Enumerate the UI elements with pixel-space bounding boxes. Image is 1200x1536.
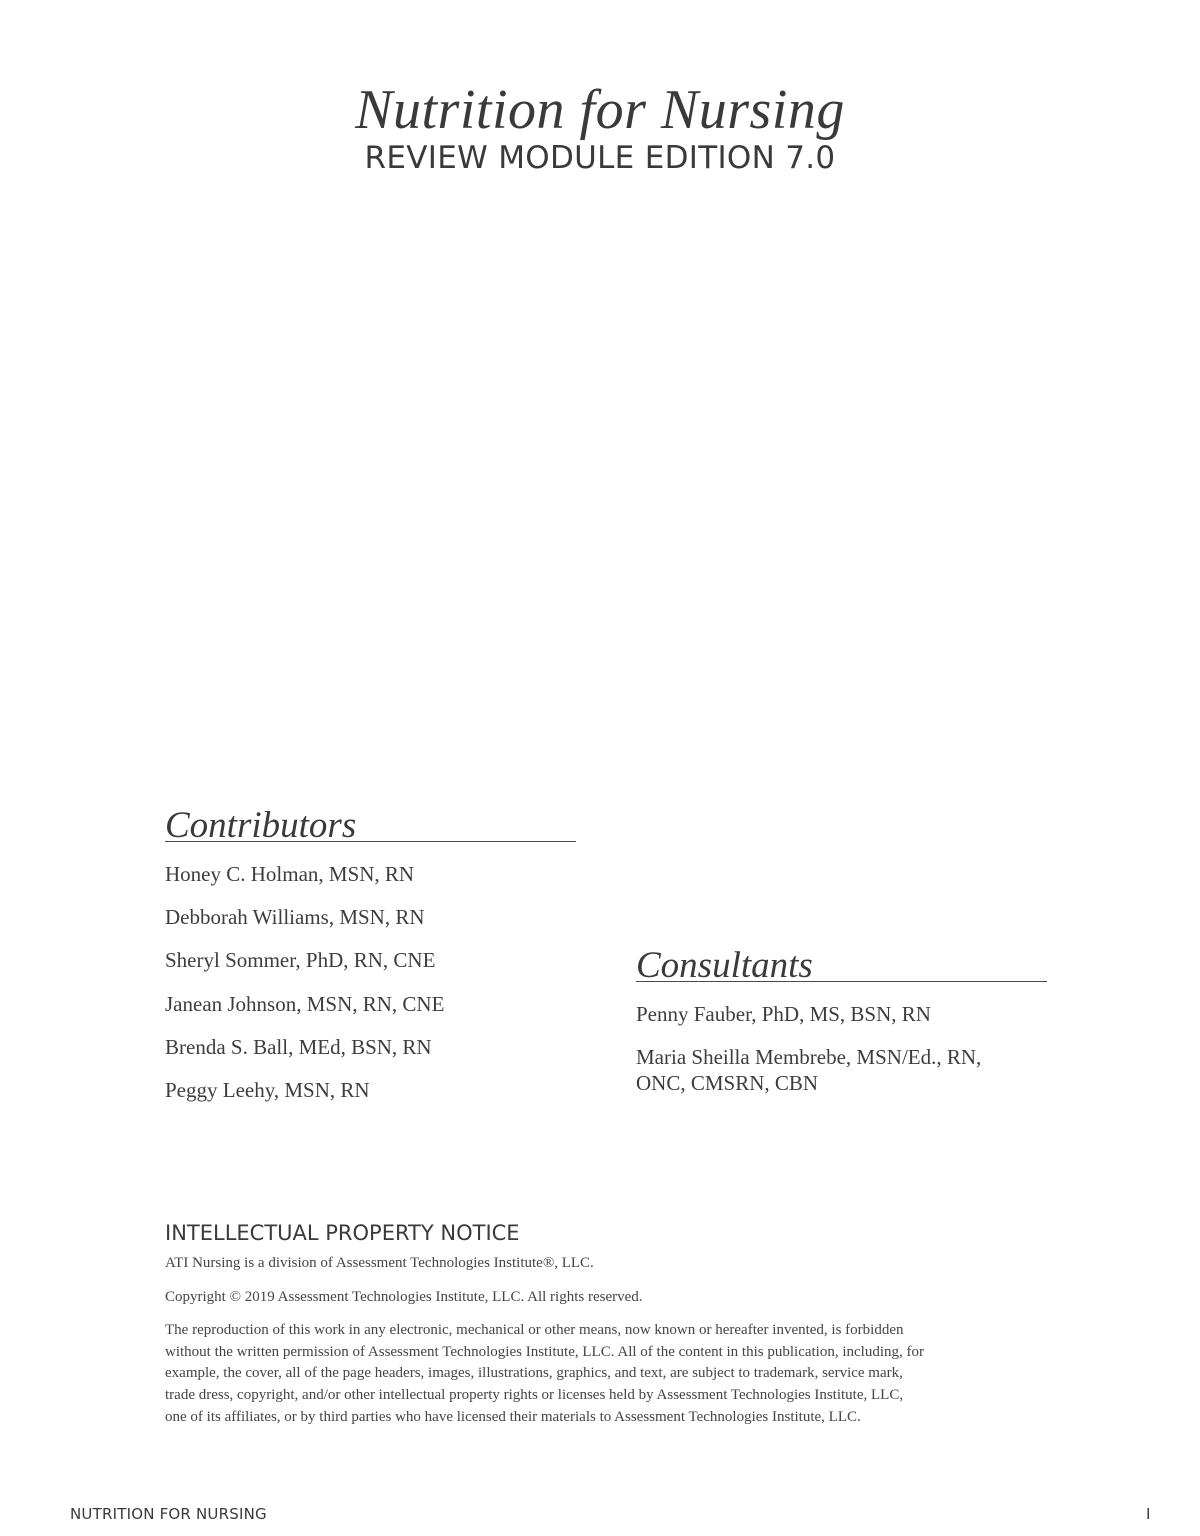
consultant-name: Maria Sheilla Membrebe, MSN/Ed., RN, ONC, CMSRN, CBN — [636, 1045, 982, 1095]
footer-running-head: NUTRITION FOR NURSING — [70, 1505, 267, 1523]
notice-reproduction-terms: The reproduction of this work in any electronic, mechanical or other means, now known or hereafter invented, is forbidden without the written permission of Assessment Technologies Institute, LLC. All of the content in this publication, including, for example, the cover, all of the page headers, images, illustrations, graphics, and text, are subject to trademark, service mark, trade dress, copyright, and/or other intellectual property rights or licenses held by Assessment Technologies Institute, LLC, one of its affiliates, or by third parties who have licensed their materials to Assessment Technologies Institute, LLC. — [165, 1322, 924, 1425]
contributors-list — [165, 861, 585, 1120]
book-subtitle: REVIEW MODULE EDITION 7.0 — [364, 140, 836, 176]
contributors-divider — [165, 841, 576, 842]
consultants-list — [636, 1001, 1056, 1113]
notice-division-statement: ATI Nursing is a division of Assessment Technologies Institute®, LLC. — [165, 1255, 594, 1271]
contributor-name: Brenda S. Ball, MEd, BSN, RN — [165, 1034, 432, 1059]
book-title: Nutrition for Nursing — [355, 79, 845, 141]
contributors-heading: Contributors — [165, 805, 357, 846]
consultant-name: Penny Fauber, PhD, MS, BSN, RN — [636, 1002, 931, 1026]
consultants-divider — [636, 981, 1047, 982]
contributor-name: Janean Johnson, MSN, RN, CNE — [165, 991, 445, 1016]
contributor-name: Honey C. Holman, MSN, RN — [165, 862, 415, 886]
footer-page-number: I — [1146, 1505, 1151, 1523]
consultants-heading: Consultants — [636, 945, 813, 986]
contributor-name: Peggy Leehy, MSN, RN — [165, 1077, 370, 1102]
notice-heading: INTELLECTUAL PROPERTY NOTICE — [165, 1221, 520, 1245]
contributor-name: Debborah Williams, MSN, RN — [165, 905, 425, 930]
notice-copyright: Copyright © 2019 Assessment Technologies Institute, LLC. All rights reserved. — [165, 1289, 643, 1305]
contributor-name: Sheryl Sommer, PhD, RN, CNE — [165, 948, 436, 973]
